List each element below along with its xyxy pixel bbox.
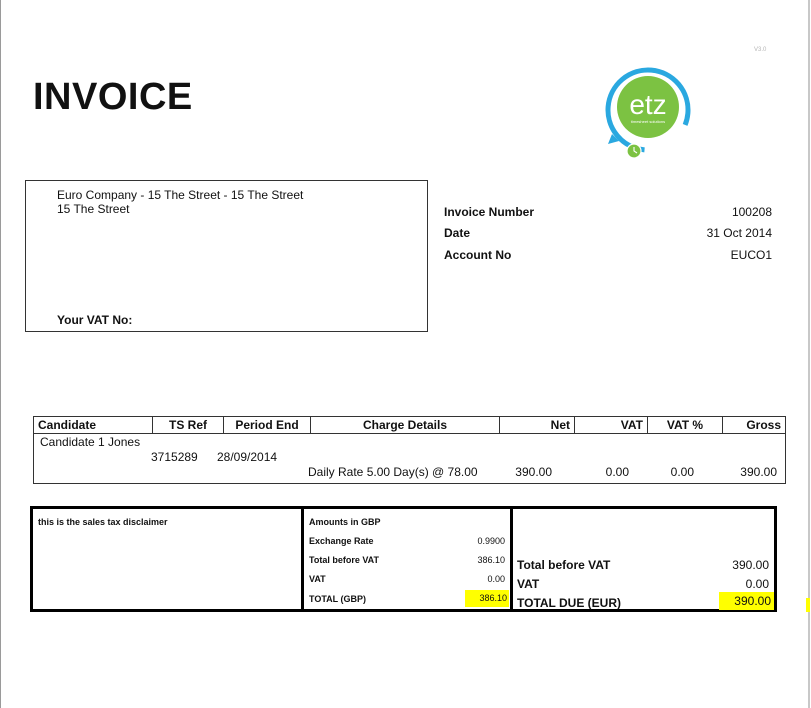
gbp-vat-value: 0.00 [487,574,505,584]
sales-tax-disclaimer: this is the sales tax disclaimer [38,517,168,527]
header-candidate: Candidate [34,417,153,434]
header-vat: VAT [575,417,648,434]
summary-divider-1 [301,509,304,609]
date-value: 31 Oct 2014 [706,226,772,240]
line-net: 390.00 [515,465,552,479]
line-gross: 390.00 [740,465,777,479]
highlight-marker [806,598,810,612]
summary-divider-2 [510,509,513,609]
eur-total-before-vat-value: 390.00 [732,558,769,572]
invoice-title: INVOICE [33,76,193,118]
summary-box [30,506,777,612]
version-label: V3.0 [754,47,767,53]
date-label: Date [444,226,471,240]
line-items-header-row [34,417,786,434]
invoice-number-label: Invoice Number [444,205,535,219]
line-vat-pct: 0.00 [670,465,694,479]
exchange-rate-label: Exchange Rate [309,536,374,546]
line-items-table [33,416,786,434]
line-ts-ref: 3715289 [151,450,198,464]
logo-text: etz [629,89,667,120]
address-line-2: 15 The Street [57,202,130,216]
gbp-heading: Amounts in GBP [309,517,381,527]
line-period-end: 28/09/2014 [217,450,278,464]
account-no-label: Account No [444,248,512,262]
gbp-total-before-vat-label: Total before VAT [309,555,380,565]
header-period-end: Period End [224,417,311,434]
eur-vat-value: 0.00 [745,577,769,591]
address-box [25,180,428,332]
invoice-number-value: 100208 [731,205,772,219]
eur-total-before-vat-label: Total before VAT [517,558,611,572]
line-charge-details: Daily Rate 5.00 Day(s) @ 78.00 [308,465,478,479]
gbp-total-before-vat-value: 386.10 [477,555,505,565]
account-no-value: EUCO1 [730,248,772,262]
header-vat-pct: VAT % [648,417,723,434]
header-net: Net [500,417,575,434]
eur-vat-label: VAT [517,577,540,591]
page-edge-left [0,0,1,708]
total-due-value: 390.00 [719,592,774,610]
address-line-1: Euro Company - 15 The Street - 15 The Street [57,188,304,202]
vat-number-label: Your VAT No: [57,313,133,327]
etz-logo [598,64,698,164]
header-ts-ref: TS Ref [153,417,224,434]
gbp-total-value: 386.10 [465,590,509,607]
gbp-total-label: TOTAL (GBP) [309,594,366,604]
exchange-rate-value: 0.9900 [477,536,505,546]
header-gross: Gross [723,417,786,434]
gbp-vat-label: VAT [309,574,326,584]
line-vat: 0.00 [605,465,629,479]
total-due-label: TOTAL DUE (EUR) [517,596,621,610]
header-charge-details: Charge Details [311,417,500,434]
line-candidate: Candidate 1 Jones [40,435,141,449]
logo-tagline: timesheet solutions [630,119,666,124]
